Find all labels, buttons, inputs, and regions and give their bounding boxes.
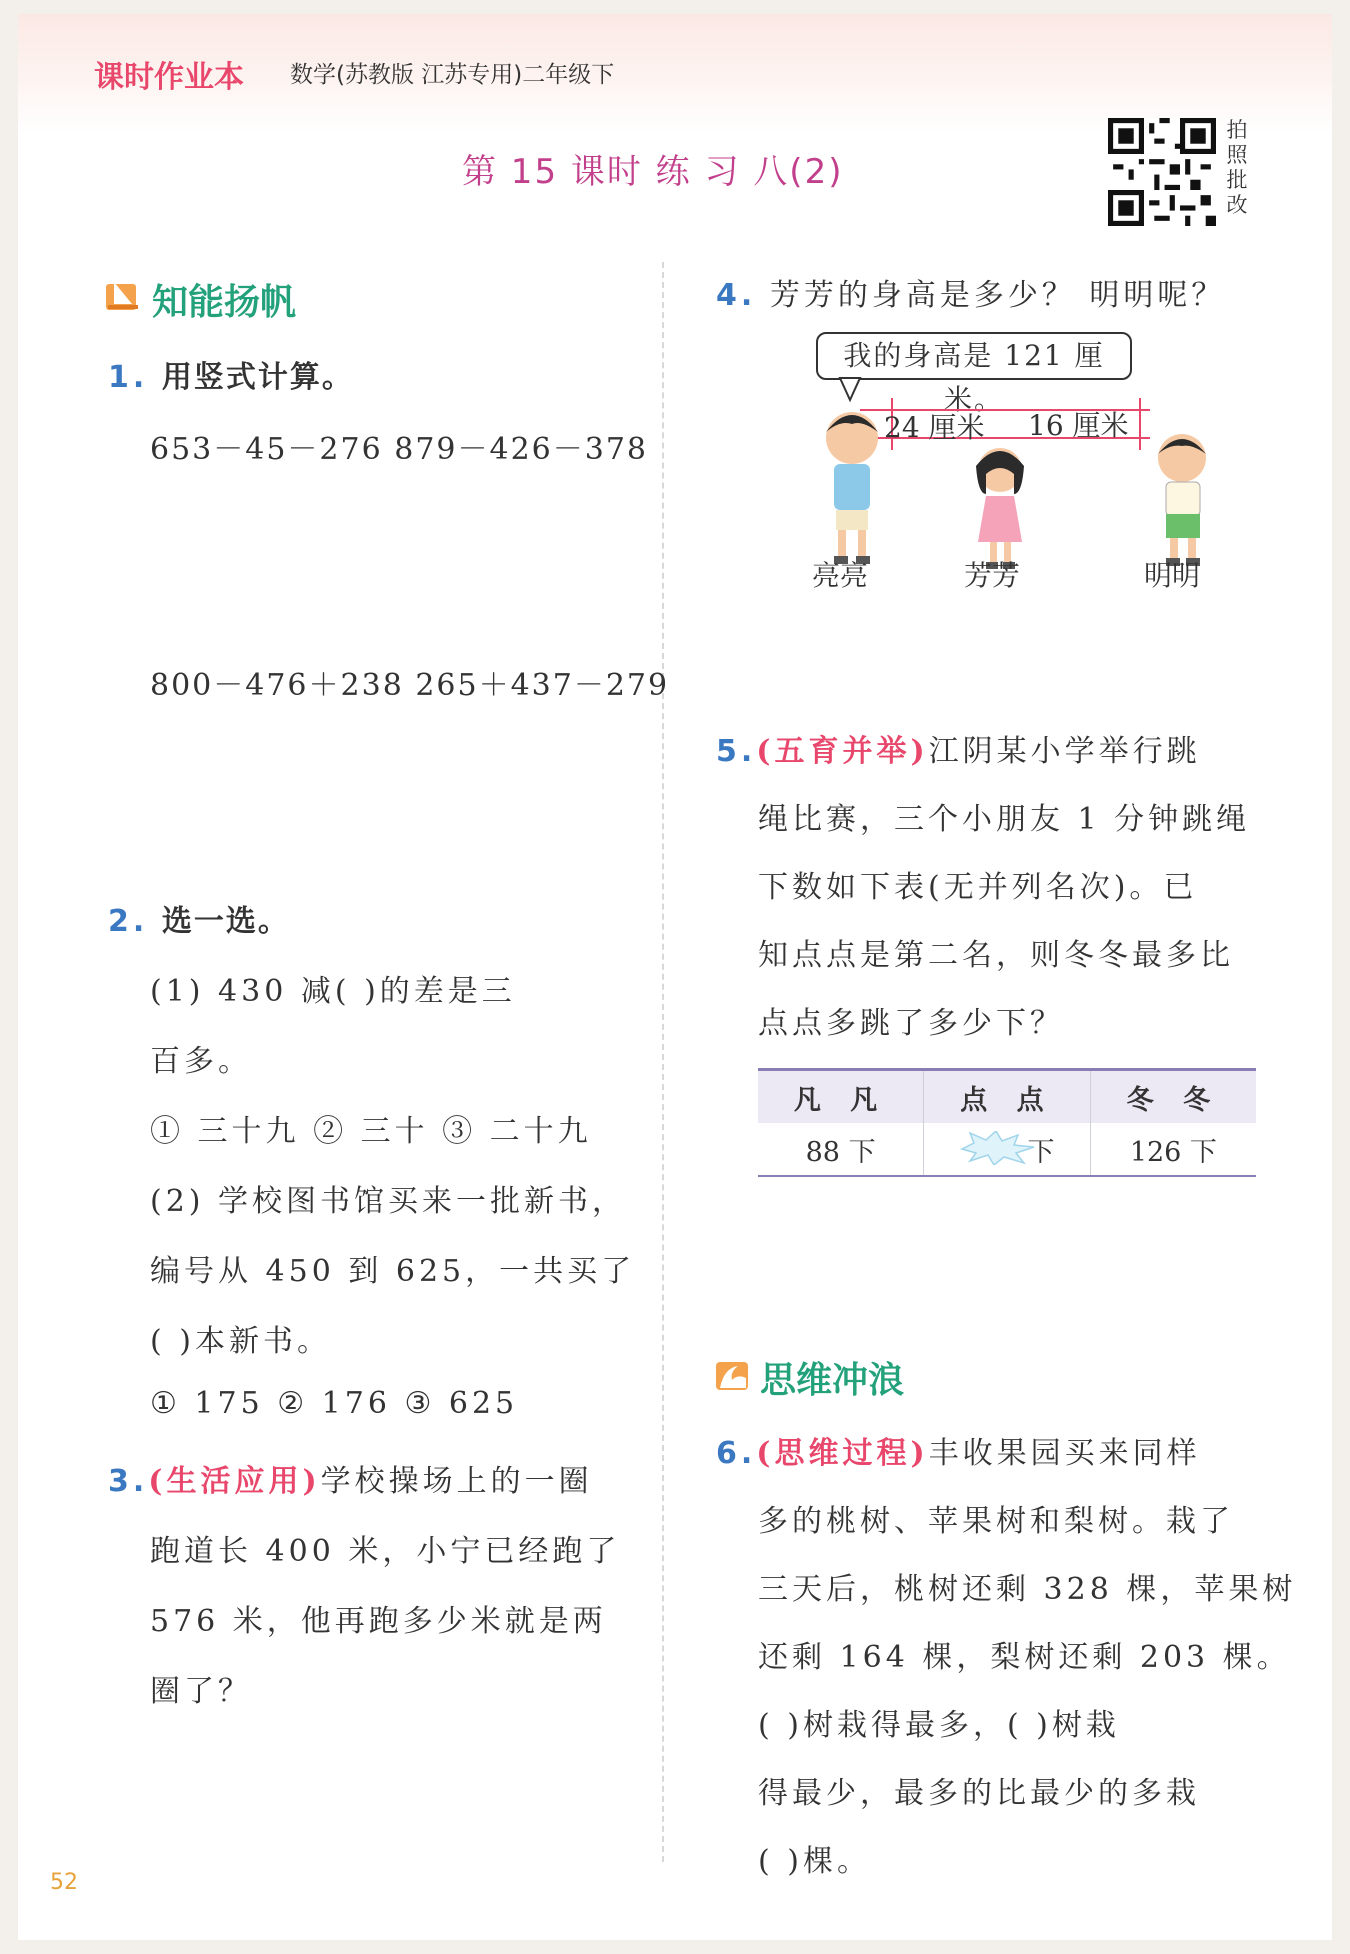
q6-line-2: 多的桃树、苹果树和梨树。栽了	[758, 1504, 1234, 1539]
question-number: 6.	[716, 1436, 757, 1471]
q6-line-1: 丰收果园买来同样	[928, 1436, 1201, 1471]
q2-line-3: ① 三十九 ② 三十 ③ 二十九	[150, 1114, 592, 1149]
table-header: 点 点	[924, 1070, 1091, 1124]
question-4	[716, 270, 1225, 314]
question-6	[716, 1428, 1201, 1472]
question-number: 3.	[108, 1464, 149, 1499]
table-header: 凡 凡	[758, 1070, 924, 1124]
q3-line-1: 学校操场上的一圈	[320, 1464, 593, 1499]
section-title-zhineng: 知能扬帆	[152, 282, 297, 323]
name-mingming: 明明	[1144, 559, 1201, 592]
q6-line-3: 三天后，桃树还剩 328 棵，苹果树	[758, 1572, 1297, 1607]
q4-text: 芳芳的身高是多少？ 明明呢？	[769, 278, 1226, 313]
sail-icon	[106, 278, 140, 312]
question-number: 2.	[108, 904, 149, 939]
table-cell: 88 下	[758, 1123, 924, 1176]
calc-row-2: 800－476＋238 265＋437－279	[150, 668, 670, 703]
height-diff-1: 24 厘米	[884, 411, 985, 444]
column-divider	[662, 262, 664, 1862]
name-liangliang: 亮亮	[812, 559, 869, 592]
q3-line-2: 跑道长 400 米，小宁已经跑了	[150, 1534, 621, 1569]
q2-line-4: (2) 学校图书馆买来一批新书，	[150, 1184, 627, 1219]
q5-line-2: 绳比赛，三个小朋友 1 分钟跳绳	[758, 802, 1251, 837]
table-cell-hidden	[924, 1123, 1091, 1176]
qr-label: 拍 照 批 改	[1226, 118, 1248, 217]
q6-line-6: 得最少，最多的比最少的多栽	[758, 1776, 1200, 1811]
q5-line-3: 下数如下表(无并列名次)。已	[758, 870, 1198, 905]
q2-line-7: ① 175 ② 176 ③ 625	[150, 1386, 519, 1421]
calc-row-1: 653－45－276 879－426－378	[150, 432, 649, 467]
question-2	[108, 896, 290, 940]
question-number: 1.	[108, 360, 149, 395]
q2-line-1: (1) 430 减( )的差是三	[150, 974, 516, 1009]
question-tag: (生活应用)	[148, 1464, 321, 1499]
speech-bubble: 我的身高是 121 厘米。	[816, 332, 1132, 380]
table-header: 冬 冬	[1090, 1070, 1256, 1124]
q2-line-6: ( )本新书。	[150, 1324, 331, 1359]
qr-code-icon[interactable]	[1108, 118, 1216, 226]
q3-line-3: 576 米，他再跑多少米就是两	[150, 1604, 607, 1639]
question-3	[108, 1456, 593, 1500]
lesson-title: 第 15 课时 练 习 八(2)	[462, 152, 844, 192]
book-title: 数学(苏教版 江苏专用)二年级下	[290, 62, 615, 88]
q3-line-4: 圈了？	[150, 1674, 252, 1709]
height-diff-2: 16 厘米	[1028, 409, 1129, 442]
question-5	[716, 726, 1201, 770]
table-cell: 126 下	[1090, 1123, 1256, 1176]
q5-line-4: 知点点是第二名，则冬冬最多比	[758, 938, 1234, 973]
question-number: 5.	[716, 734, 757, 769]
q6-line-7: ( )棵。	[758, 1844, 871, 1879]
series-title: 课时作业本	[94, 60, 244, 95]
q6-line-5: ( )树栽得最多，( )树栽	[758, 1708, 1120, 1743]
q2-line-5: 编号从 450 到 625，一共买了	[150, 1254, 636, 1289]
q2-line-2: 百多。	[150, 1044, 252, 1079]
name-fangfang: 芳芳	[964, 559, 1021, 592]
page-number: 52	[50, 1870, 78, 1895]
question-title: 选一选。	[161, 904, 290, 939]
q5-line-1: 江阴某小学举行跳	[928, 734, 1201, 769]
question-tag: (思维过程)	[756, 1436, 929, 1471]
wave-icon	[716, 1358, 750, 1392]
section-title-siwei: 思维冲浪	[760, 1360, 905, 1401]
q6-line-4: 还剩 164 棵，梨树还剩 203 棵。	[758, 1640, 1291, 1675]
question-number: 4.	[716, 278, 757, 313]
unit-text: 下	[1027, 1136, 1055, 1168]
q5-line-5: 点点多跳了多少下？	[758, 1006, 1064, 1041]
question-1	[108, 352, 354, 396]
jump-rope-table	[758, 1068, 1256, 1177]
question-title: 用竖式计算。	[161, 360, 354, 395]
question-tag: (五育并举)	[756, 734, 929, 769]
